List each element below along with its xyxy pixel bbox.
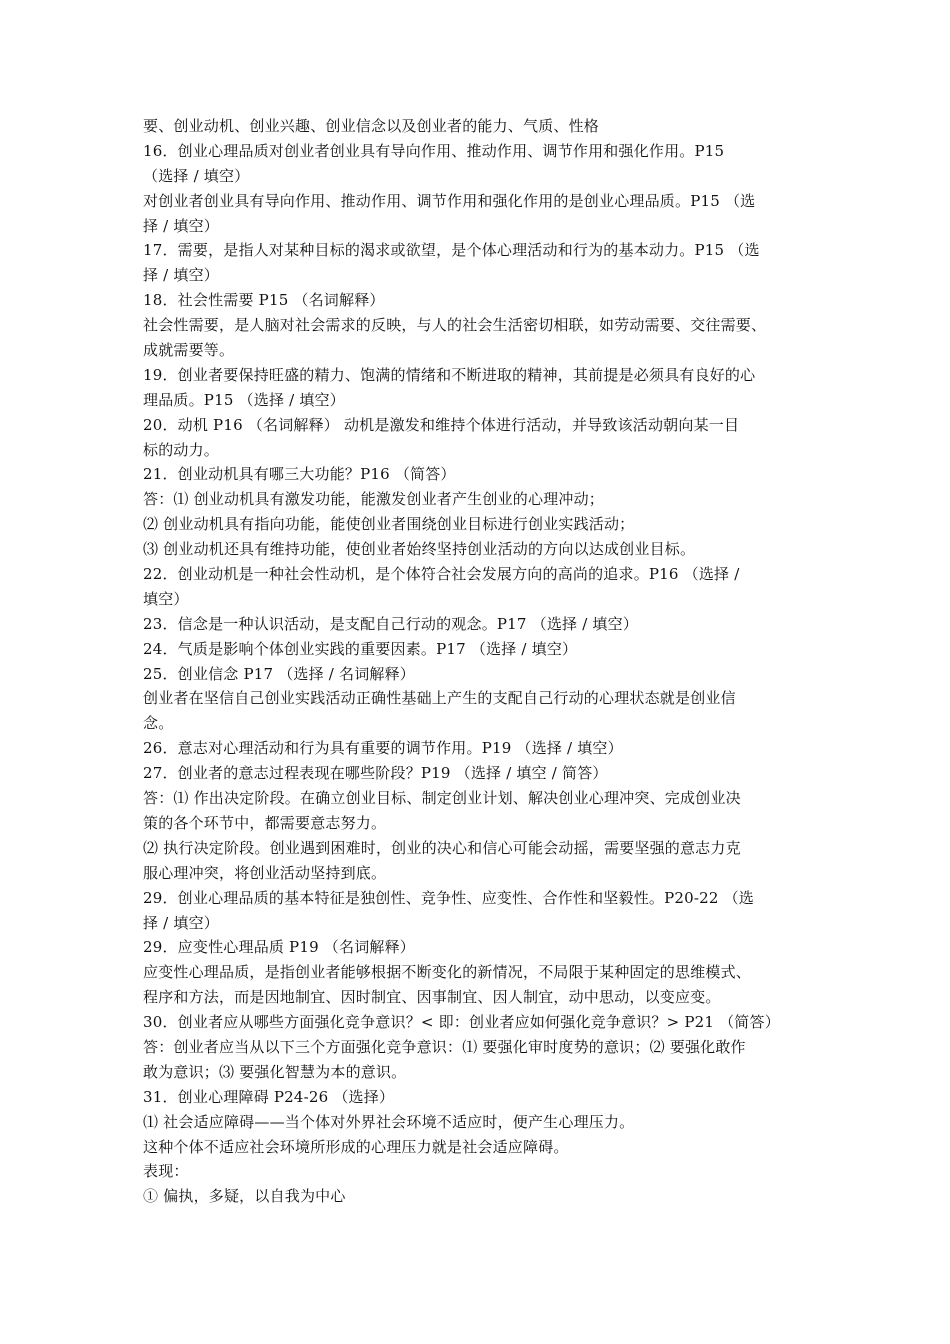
text-line: 填空） xyxy=(143,589,189,608)
text-line: 29．应变性心理品质 P19 （名词解释） xyxy=(143,938,416,957)
text-line: ⑴ 社会适应障碍——当个体对外界社会环境不适应时，便产生心理压力。 xyxy=(143,1112,635,1131)
text-line: 服心理冲突，将创业活动坚持到底。 xyxy=(143,863,387,882)
text-line: 择 / 填空） xyxy=(143,266,219,285)
text-line: 25．创业信念 P17 （选择 / 名词解释） xyxy=(143,664,415,683)
text-line: 这种个体不适应社会环境所形成的心理压力就是社会适应障碍。 xyxy=(143,1137,569,1156)
text-line: 26．意志对心理活动和行为具有重要的调节作用。P19 （选择 / 填空） xyxy=(143,739,623,758)
document-page xyxy=(143,114,813,1209)
text-line: 社会性需要，是人脑对社会需求的反映，与人的社会生活密切相联，如劳动需要、交往需要、 xyxy=(143,316,767,335)
text-line: 答：⑴ 作出决定阶段。在确立创业目标、制定创业计划、解决创业心理冲突、完成创业决 xyxy=(143,789,741,808)
text-line: 18．社会性需要 P15 （名词解释） xyxy=(143,291,385,310)
text-line: 敢为意识；⑶ 要强化智慧为本的意识。 xyxy=(143,1062,407,1081)
text-line: 17．需要，是指人对某种目标的渴求或欲望，是个体心理活动和行为的基本动力。P15 （选 xyxy=(143,241,760,260)
text-line: 答：创业者应当从以下三个方面强化竞争意识：⑴ 要强化审时度势的意识；⑵ 要强化敢作 xyxy=(143,1037,746,1056)
text-line: 成就需要等。 xyxy=(143,341,235,360)
text-line: 27．创业者的意志过程表现在哪些阶段？P19 （选择 / 填空 / 简答） xyxy=(143,764,608,783)
text-line: 择 / 填空） xyxy=(143,216,219,235)
text-line: ⑵ 创业动机具有指向功能，能使创业者围绕创业目标进行创业实践活动； xyxy=(143,515,635,534)
text-line: ⑶ 创业动机还具有维持功能，使创业者始终坚持创业活动的方向以达成创业目标。 xyxy=(143,540,696,559)
text-line: 创业者在坚信自己创业实践活动正确性基础上产生的支配自己行动的心理状态就是创业信 xyxy=(143,689,736,708)
text-line: （选择 / 填空） xyxy=(143,166,250,185)
text-line: ① 偏执，多疑，以自我为中心 xyxy=(143,1187,346,1206)
text-line: 19．创业者要保持旺盛的精力、饱满的情绪和不断进取的精神，其前提是必须具有良好的心 xyxy=(143,365,756,384)
text-line: 21．创业动机具有哪三大功能？P16 （简答） xyxy=(143,465,456,484)
text-line: 择 / 填空） xyxy=(143,913,219,932)
text-line: 16．创业心理品质对创业者创业具有导向作用、推动作用、调节作用和强化作用。P15 xyxy=(143,141,725,160)
text-line: 31．创业心理障碍 P24-26 （选择） xyxy=(143,1087,395,1106)
text-line: 应变性心理品质，是指创业者能够根据不断变化的新情况，不局限于某种固定的思维模式、 xyxy=(143,963,752,982)
text-line: 表现： xyxy=(143,1162,189,1181)
text-line: 24．气质是影响个体创业实践的重要因素。P17 （选择 / 填空） xyxy=(143,639,578,658)
text-line: 策的各个环节中，都需要意志努力。 xyxy=(143,813,387,832)
text-line: 标的动力。 xyxy=(143,440,220,459)
text-line: 理品质。P15 （选择 / 填空） xyxy=(143,390,345,409)
text-line: 23．信念是一种认识活动，是支配自己行动的观念。P17 （选择 / 填空） xyxy=(143,614,639,633)
text-line: 答：⑴ 创业动机具有激发功能，能激发创业者产生创业的心理冲动； xyxy=(143,490,604,509)
text-line: ⑵ 执行决定阶段。创业遇到困难时，创业的决心和信心可能会动摇，需要坚强的意志力克 xyxy=(143,838,741,857)
text-line: 29．创业心理品质的基本特征是独创性、竞争性、应变性、合作性和坚毅性。P20-22 （选 xyxy=(143,888,754,907)
text-line: 30．创业者应从哪些方面强化竞争意识？< 即：创业者应如何强化竞争意识？> P21 （简答） xyxy=(143,1013,780,1032)
text-line: 20．动机 P16 （名词解释） 动机是激发和维持个体进行活动，并导致该活动朝向某一目 xyxy=(143,415,740,434)
text-line: 对创业者创业具有导向作用、推动作用、调节作用和强化作用的是创业心理品质。P15 （选 xyxy=(143,191,756,210)
text-line: 念。 xyxy=(143,714,174,733)
text-line: 要、创业动机、创业兴趣、创业信念以及创业者的能力、气质、性格 xyxy=(143,117,600,135)
text-line: 22．创业动机是一种社会性动机，是个体符合社会发展方向的高尚的追求。P16 （选择 / xyxy=(143,565,740,584)
text-line: 程序和方法，而是因地制宜、因时制宜、因事制宜、因人制宜，动中思动，以变应变。 xyxy=(143,988,721,1007)
